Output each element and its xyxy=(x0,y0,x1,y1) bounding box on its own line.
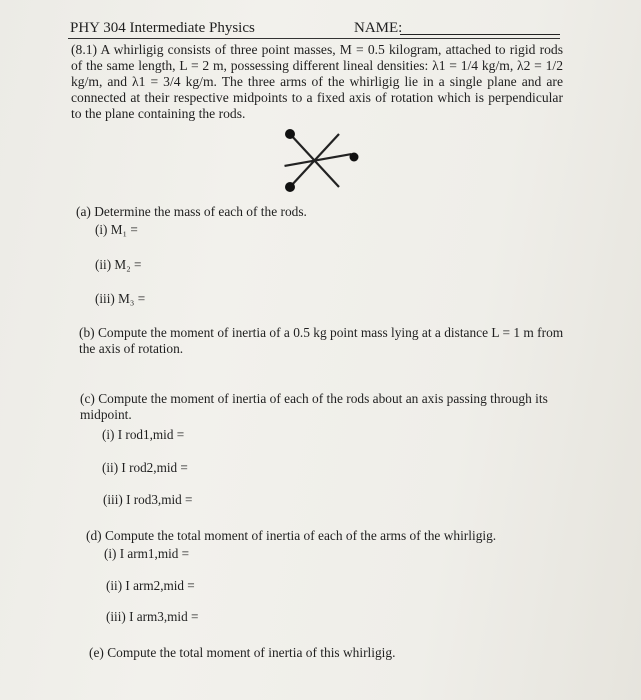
part-d-item-3: (iii) I arm3,mid = xyxy=(106,609,199,624)
part-a-item-1: (i) M₁ = xyxy=(95,222,138,237)
part-a-prompt: (a) Determine the mass of each of the rods. xyxy=(76,204,307,219)
part-d-prompt: (d) Compute the total moment of inertia of each of the arms of the whirligig. xyxy=(86,528,497,543)
name-blank-line xyxy=(400,34,560,35)
whirligig-diagram xyxy=(270,120,370,200)
part-d-item-1: (i) I arm1,mid = xyxy=(104,546,190,561)
part-c-item-2: (ii) I rod2,mid = xyxy=(102,460,188,475)
part-a-item-3: (iii) M₃ = xyxy=(95,291,146,306)
problem-statement: (8.1) A whirligig consists of three point masses, M = 0.5 kilogram, attached to rigid rods of the same length, L = 2 m, possessing different lineal densities: λ1 = 1/4 kg/m, λ2 = 1/2 kg/m, and λ1 = 3/4 kg/m. The three arms of the whirligig lie in a single plane and are connected at their respective midpoints to a fixed axis of rotation which is perpendicular to the plane containing the rods. xyxy=(71,42,563,121)
part-d-item-2: (ii) I arm2,mid = xyxy=(106,578,195,593)
course-title: PHY 304 Intermediate Physics xyxy=(70,20,255,36)
part-c-item-3: (iii) I rod3,mid = xyxy=(103,492,193,507)
part-c-item-1: (i) I rod1,mid = xyxy=(102,427,185,442)
part-a-item-2: (ii) M₂ = xyxy=(95,257,142,272)
part-e-prompt: (e) Compute the total moment of inertia of this whirligig. xyxy=(89,645,396,660)
part-b-prompt: (b) Compute the moment of inertia of a 0.5 kg point mass lying at a distance L = 1 m from the axis of rotation. xyxy=(79,325,564,356)
part-c-prompt: (c) Compute the moment of inertia of each of the rods about an axis passing through its midpoint. xyxy=(80,391,548,422)
header-rule xyxy=(68,38,560,39)
name-label: NAME: xyxy=(354,20,403,36)
